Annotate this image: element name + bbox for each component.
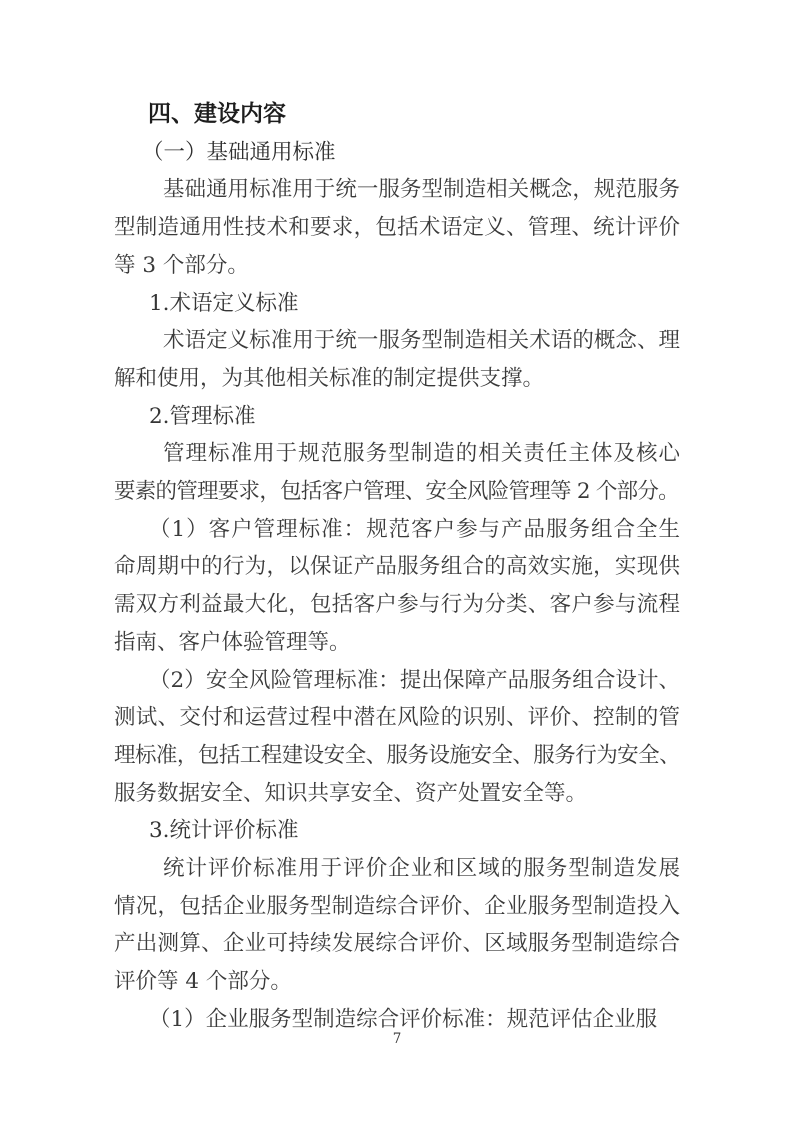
text-line: （1）企业服务型制造综合评价标准：规范评估企业服	[149, 1006, 658, 1032]
text-line: 四、建设内容	[148, 101, 286, 127]
text-line: 产出测算、企业可持续发展综合评价、区域服务型制造综合	[114, 931, 680, 957]
paragraph-body	[114, 662, 680, 813]
text-line: 指南、客户体验管理等。	[114, 629, 351, 655]
text-line: 命周期中的行为，以保证产品服务组合的高效实施，实现供	[114, 554, 680, 580]
text-line: （一）基础通用标准	[142, 139, 336, 165]
text-line: 术语定义标准用于统一服务型制造相关术语的概念、理	[163, 328, 680, 354]
paragraph-body	[114, 171, 680, 284]
paragraph-h1	[114, 96, 680, 134]
text-line: 要素的管理要求，包括客户管理、安全风险管理等 2 个部分。	[114, 479, 679, 505]
text-line: 解和使用，为其他相关标准的制定提供支撑。	[114, 365, 545, 391]
text-line: （2）安全风险管理标准：提出保障产品服务组合设计、	[149, 667, 680, 693]
text-line: 理标准，包括工程建设安全、服务设施安全、服务行为安全、	[114, 742, 680, 768]
text-line: 情况，包括企业服务型制造综合评价、企业服务型制造投入	[114, 893, 680, 919]
paragraph-body	[114, 435, 680, 510]
text-line: 评价等 4 个部分。	[114, 969, 292, 995]
text-line: 需双方利益最大化，包括客户参与行为分类、客户参与流程	[114, 592, 680, 618]
paragraph-body	[114, 511, 680, 662]
paragraph-h3	[114, 398, 680, 436]
text-line: 测试、交付和运营过程中潜在风险的识别、评价、控制的管	[114, 705, 680, 731]
text-line: 服务数据安全、知识共享安全、资产处置安全等。	[114, 780, 588, 806]
text-line: 型制造通用性技术和要求，包括术语定义、管理、统计评价	[114, 215, 680, 241]
text-line: 2.管理标准	[149, 403, 256, 429]
paragraph-body	[114, 850, 680, 1001]
text-line: 1.术语定义标准	[149, 290, 299, 316]
paragraph-h2	[114, 134, 680, 172]
paragraph-h3	[114, 285, 680, 323]
text-line: 基础通用标准用于统一服务型制造相关概念，规范服务	[163, 177, 680, 203]
paragraph-body	[114, 322, 680, 397]
text-line: 等 3 个部分。	[114, 252, 249, 278]
text-line: 统计评价标准用于评价企业和区域的服务型制造发展	[163, 856, 680, 882]
paragraph-h3	[114, 812, 680, 850]
document-body	[114, 96, 680, 1039]
text-line: （1）客户管理标准：规范客户参与产品服务组合全生	[149, 516, 680, 542]
page-number: 7	[392, 1031, 402, 1047]
text-line: 管理标准用于规范服务型制造的相关责任主体及核心	[163, 441, 680, 467]
text-line: 3.统计评价标准	[149, 818, 299, 844]
